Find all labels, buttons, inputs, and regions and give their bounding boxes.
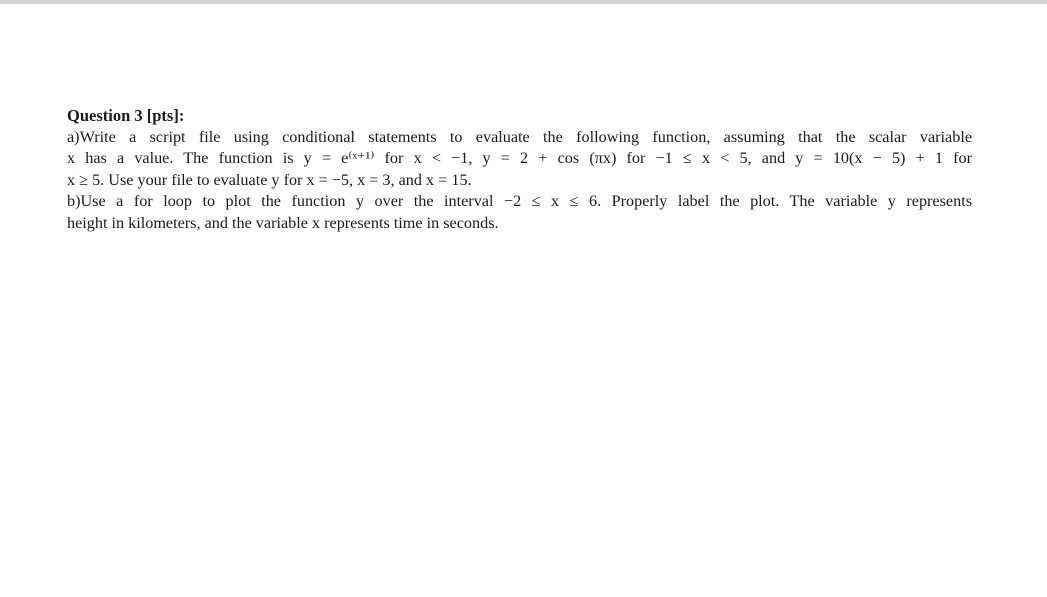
question-text-line-4: b)Use a for loop to plot the function y over the interval −2 ≤ x ≤ 6. Properly label the plot. The variable y represents (67, 192, 972, 211)
question-text-line-3: x ≥ 5. Use your file to evaluate y for x = −5, x = 3, and x = 15. (67, 170, 472, 189)
question-title: Question 3 [pts]: (67, 106, 185, 125)
question-text-line-5: height in kilometers, and the variable x represents time in seconds. (67, 213, 499, 232)
top-border-bar (0, 0, 1047, 4)
question-text-line-1: a)Write a script file using conditional statements to evaluate the following function, assuming that the scalar variable (67, 128, 972, 146)
question-block (67, 105, 972, 234)
question-text-line-2: x has a value. The function is y = e⁽ˣ⁺¹⁾ for x < −1, y = 2 + cos (πx) for −1 ≤ x < 5, and y = 10(x − 5) + 1 for (67, 149, 972, 168)
